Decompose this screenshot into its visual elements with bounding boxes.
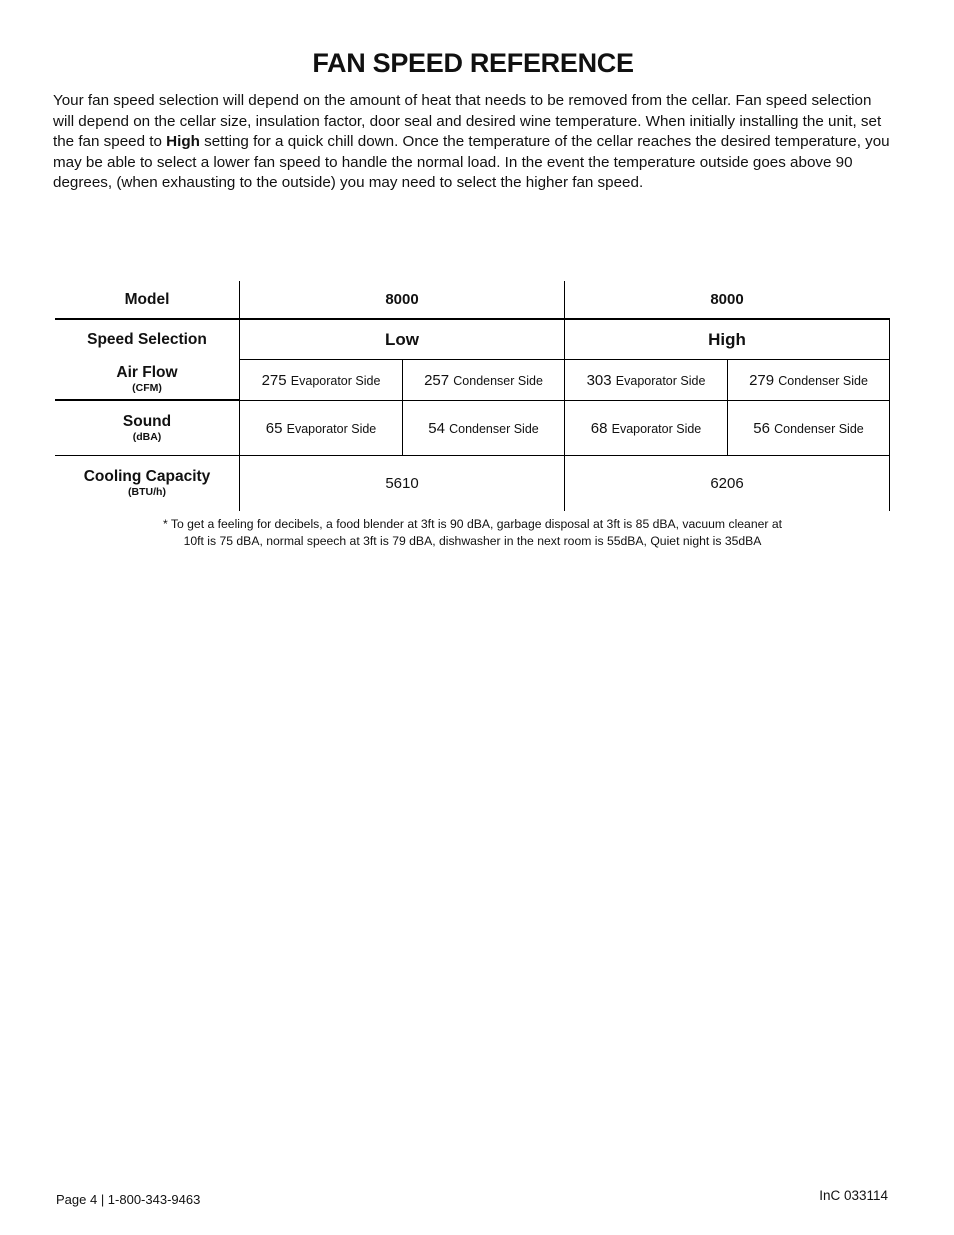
speed-high-cell: [565, 320, 889, 359]
cooling-label: Cooling Capacity: [83, 468, 211, 485]
airflow-side: Evaporator Side: [290, 373, 381, 388]
sound-value: 65: [265, 419, 283, 437]
airflow-side: Evaporator Side: [615, 373, 706, 388]
cooling-low-cell: [240, 456, 564, 511]
cooling-label-cell: [55, 456, 239, 511]
divider: [889, 319, 890, 511]
sound-value: 68: [590, 419, 608, 437]
cooling-high-cell: [565, 456, 889, 511]
airflow-label-cell: [55, 360, 239, 399]
footnote-line: 10ft is 75 dBA, normal speech at 3ft is 79 dBA, dishwasher in the next room is 55dBA, Quiet night is 35dBA: [183, 534, 762, 548]
model-high-cell: [565, 281, 889, 318]
sound-value: 56: [753, 419, 770, 437]
speed-label-cell: [55, 320, 239, 359]
sound-cell: [240, 401, 402, 455]
sound-cell: [403, 401, 564, 455]
intro-bold-high: High: [166, 133, 200, 150]
page-title: FAN SPEED REFERENCE: [312, 48, 634, 78]
sound-side: Condenser Side: [449, 421, 539, 436]
intro-text-2: setting for a quick chill down. Once the temperature of the cellar reaches the desired temperature, you may be able to select a lower fan speed to handle the normal load. In the event the temperature outside goes above 90 degrees, (when exhausting to the outside) you may need to select the higher fan speed.: [53, 133, 890, 191]
page-footer-right: InC 033114: [819, 1188, 888, 1203]
sound-cell: [728, 401, 889, 455]
decibel-footnote: [55, 516, 890, 550]
sound-unit: (dBA): [132, 430, 162, 443]
cooling-low: 5610: [385, 475, 419, 492]
airflow-cell: [728, 360, 889, 400]
airflow-cell: [403, 360, 564, 400]
cooling-high: 6206: [710, 475, 744, 492]
model-low-cell: [240, 281, 564, 318]
footnote-line: * To get a feeling for decibels, a food blender at 3ft is 90 dBA, garbage disposal at 3ft is 85 dBA, vacuum cleaner at: [162, 517, 782, 531]
sound-side: Evaporator Side: [611, 421, 702, 436]
model-low: 8000: [385, 291, 419, 308]
airflow-label: Air Flow: [116, 364, 178, 381]
airflow-value: 257: [424, 371, 450, 389]
intro-paragraph: [53, 91, 893, 194]
sound-side: Evaporator Side: [286, 421, 377, 436]
sound-cell: [565, 401, 727, 455]
airflow-side: Condenser Side: [778, 373, 868, 388]
sound-label-cell: [55, 401, 239, 455]
intro-text-1: Your fan speed selection will depend on the amount of heat that needs to be removed from the cellar. Fan speed selection will depend on the cellar size, insulation factor, door seal and desired wine temperature. When initially installing the unit, set the fan speed to: [53, 92, 882, 150]
airflow-cell: [240, 360, 402, 400]
sound-label: Sound: [122, 412, 172, 430]
airflow-value: 279: [749, 371, 775, 389]
airflow-value: 303: [586, 371, 612, 389]
sound-side: Condenser Side: [774, 421, 864, 436]
sound-value: 54: [428, 419, 445, 437]
airflow-value: 275: [261, 371, 287, 389]
speed-low: Low: [385, 329, 419, 349]
model-label-cell: [55, 281, 239, 318]
model-label: Model: [124, 290, 170, 308]
cooling-unit: (BTU/h): [128, 486, 166, 498]
airflow-side: Condenser Side: [453, 373, 543, 388]
airflow-cell: [565, 360, 727, 400]
fan-speed-table: [55, 281, 890, 511]
page-footer-left: Page 4 | 1-800-343-9463: [56, 1192, 201, 1207]
airflow-unit: (CFM): [132, 382, 162, 394]
speed-label: Speed Selection: [87, 330, 207, 348]
model-high: 8000: [710, 291, 744, 308]
speed-low-cell: [240, 320, 564, 359]
speed-high: High: [708, 329, 746, 349]
